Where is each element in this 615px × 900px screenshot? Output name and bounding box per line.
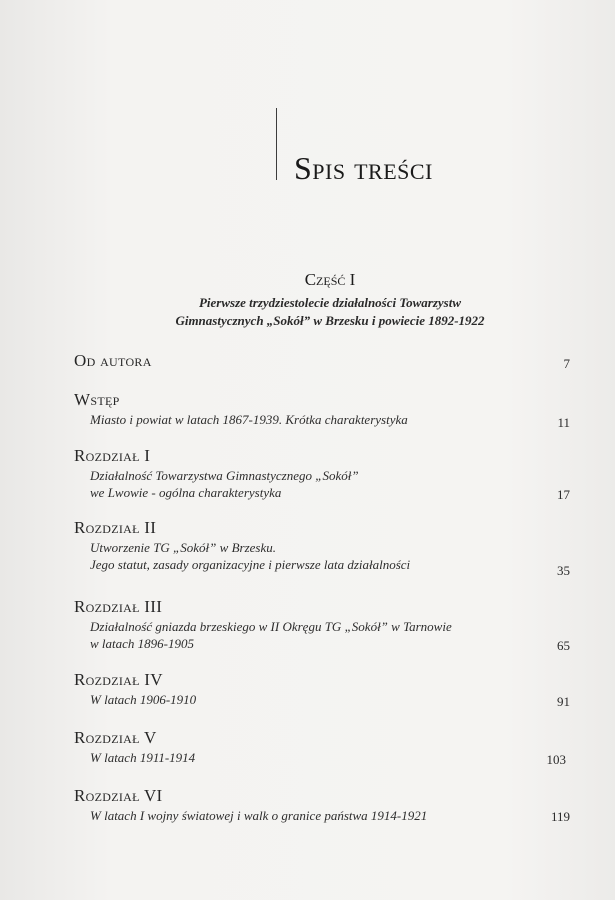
toc-entry-heading: Rozdział III — [74, 597, 163, 616]
part-subtitle-line-2: Gimnastycznych „Sokół” w Brzesku i powiecie 1892-1922 — [175, 313, 485, 328]
toc-entry — [74, 785, 570, 824]
toc-entry-heading: Rozdział V — [74, 728, 157, 747]
toc-entry-page: 91 — [557, 694, 570, 709]
toc-entry-heading: Rozdział VI — [74, 786, 163, 805]
toc-entry — [74, 445, 570, 501]
toc-entry — [74, 350, 570, 372]
part-subtitle-line-1: Pierwsze trzydziestolecie działalności Towarzystw — [198, 295, 462, 310]
toc-entry-heading: Rozdział IV — [74, 670, 163, 689]
toc-entry-page: 7 — [563, 356, 570, 371]
toc-entry-description: W latach I wojny światowej i walk o granice państwa 1914-1921 — [90, 808, 428, 823]
toc-entry-page: 103 — [546, 752, 566, 767]
toc-entry-heading: Rozdział II — [74, 518, 157, 537]
part-heading: Część I — [304, 270, 356, 289]
toc-entry-description: Działalność Towarzystwa Gimnastycznego „Sokół” — [90, 468, 359, 483]
toc-entry-heading: Wstęp — [74, 390, 120, 409]
toc-entry-page: 65 — [557, 638, 570, 653]
toc-entry-page: 119 — [550, 809, 570, 824]
toc-entry — [74, 517, 570, 578]
toc-entry-description: Działalność gniazda brzeskiego w II Okręgu TG „Sokół” w Tarnowie — [90, 619, 452, 634]
toc-entry-page: 17 — [557, 487, 570, 502]
toc-entry — [74, 389, 570, 428]
page-title: Spis treści — [294, 150, 433, 186]
toc-entry-description: W latach 1906-1910 — [90, 692, 197, 707]
toc-entry-heading: Od autora — [74, 351, 152, 370]
toc-entry-description: Utworzenie TG „Sokół” w Brzesku. — [90, 540, 276, 555]
toc-entry-description: W latach 1911-1914 — [90, 750, 196, 765]
toc-entry — [74, 669, 570, 708]
toc-entry — [74, 596, 570, 652]
toc-entry-page: 35 — [557, 563, 570, 578]
toc-entry-description: Miasto i powiat w latach 1867-1939. Krótka charakterystyka — [90, 412, 408, 427]
toc-entry-page: 11 — [557, 415, 570, 430]
toc-entry-description: Jego statut, zasady organizacyjne i pierwsze lata działalności — [90, 557, 411, 572]
toc-entry-description: w latach 1896-1905 — [90, 636, 194, 651]
toc-entry — [74, 727, 570, 766]
toc-entry-heading: Rozdział I — [74, 446, 151, 465]
toc-entry-description: we Lwowie - ogólna charakterystyka — [90, 485, 282, 500]
